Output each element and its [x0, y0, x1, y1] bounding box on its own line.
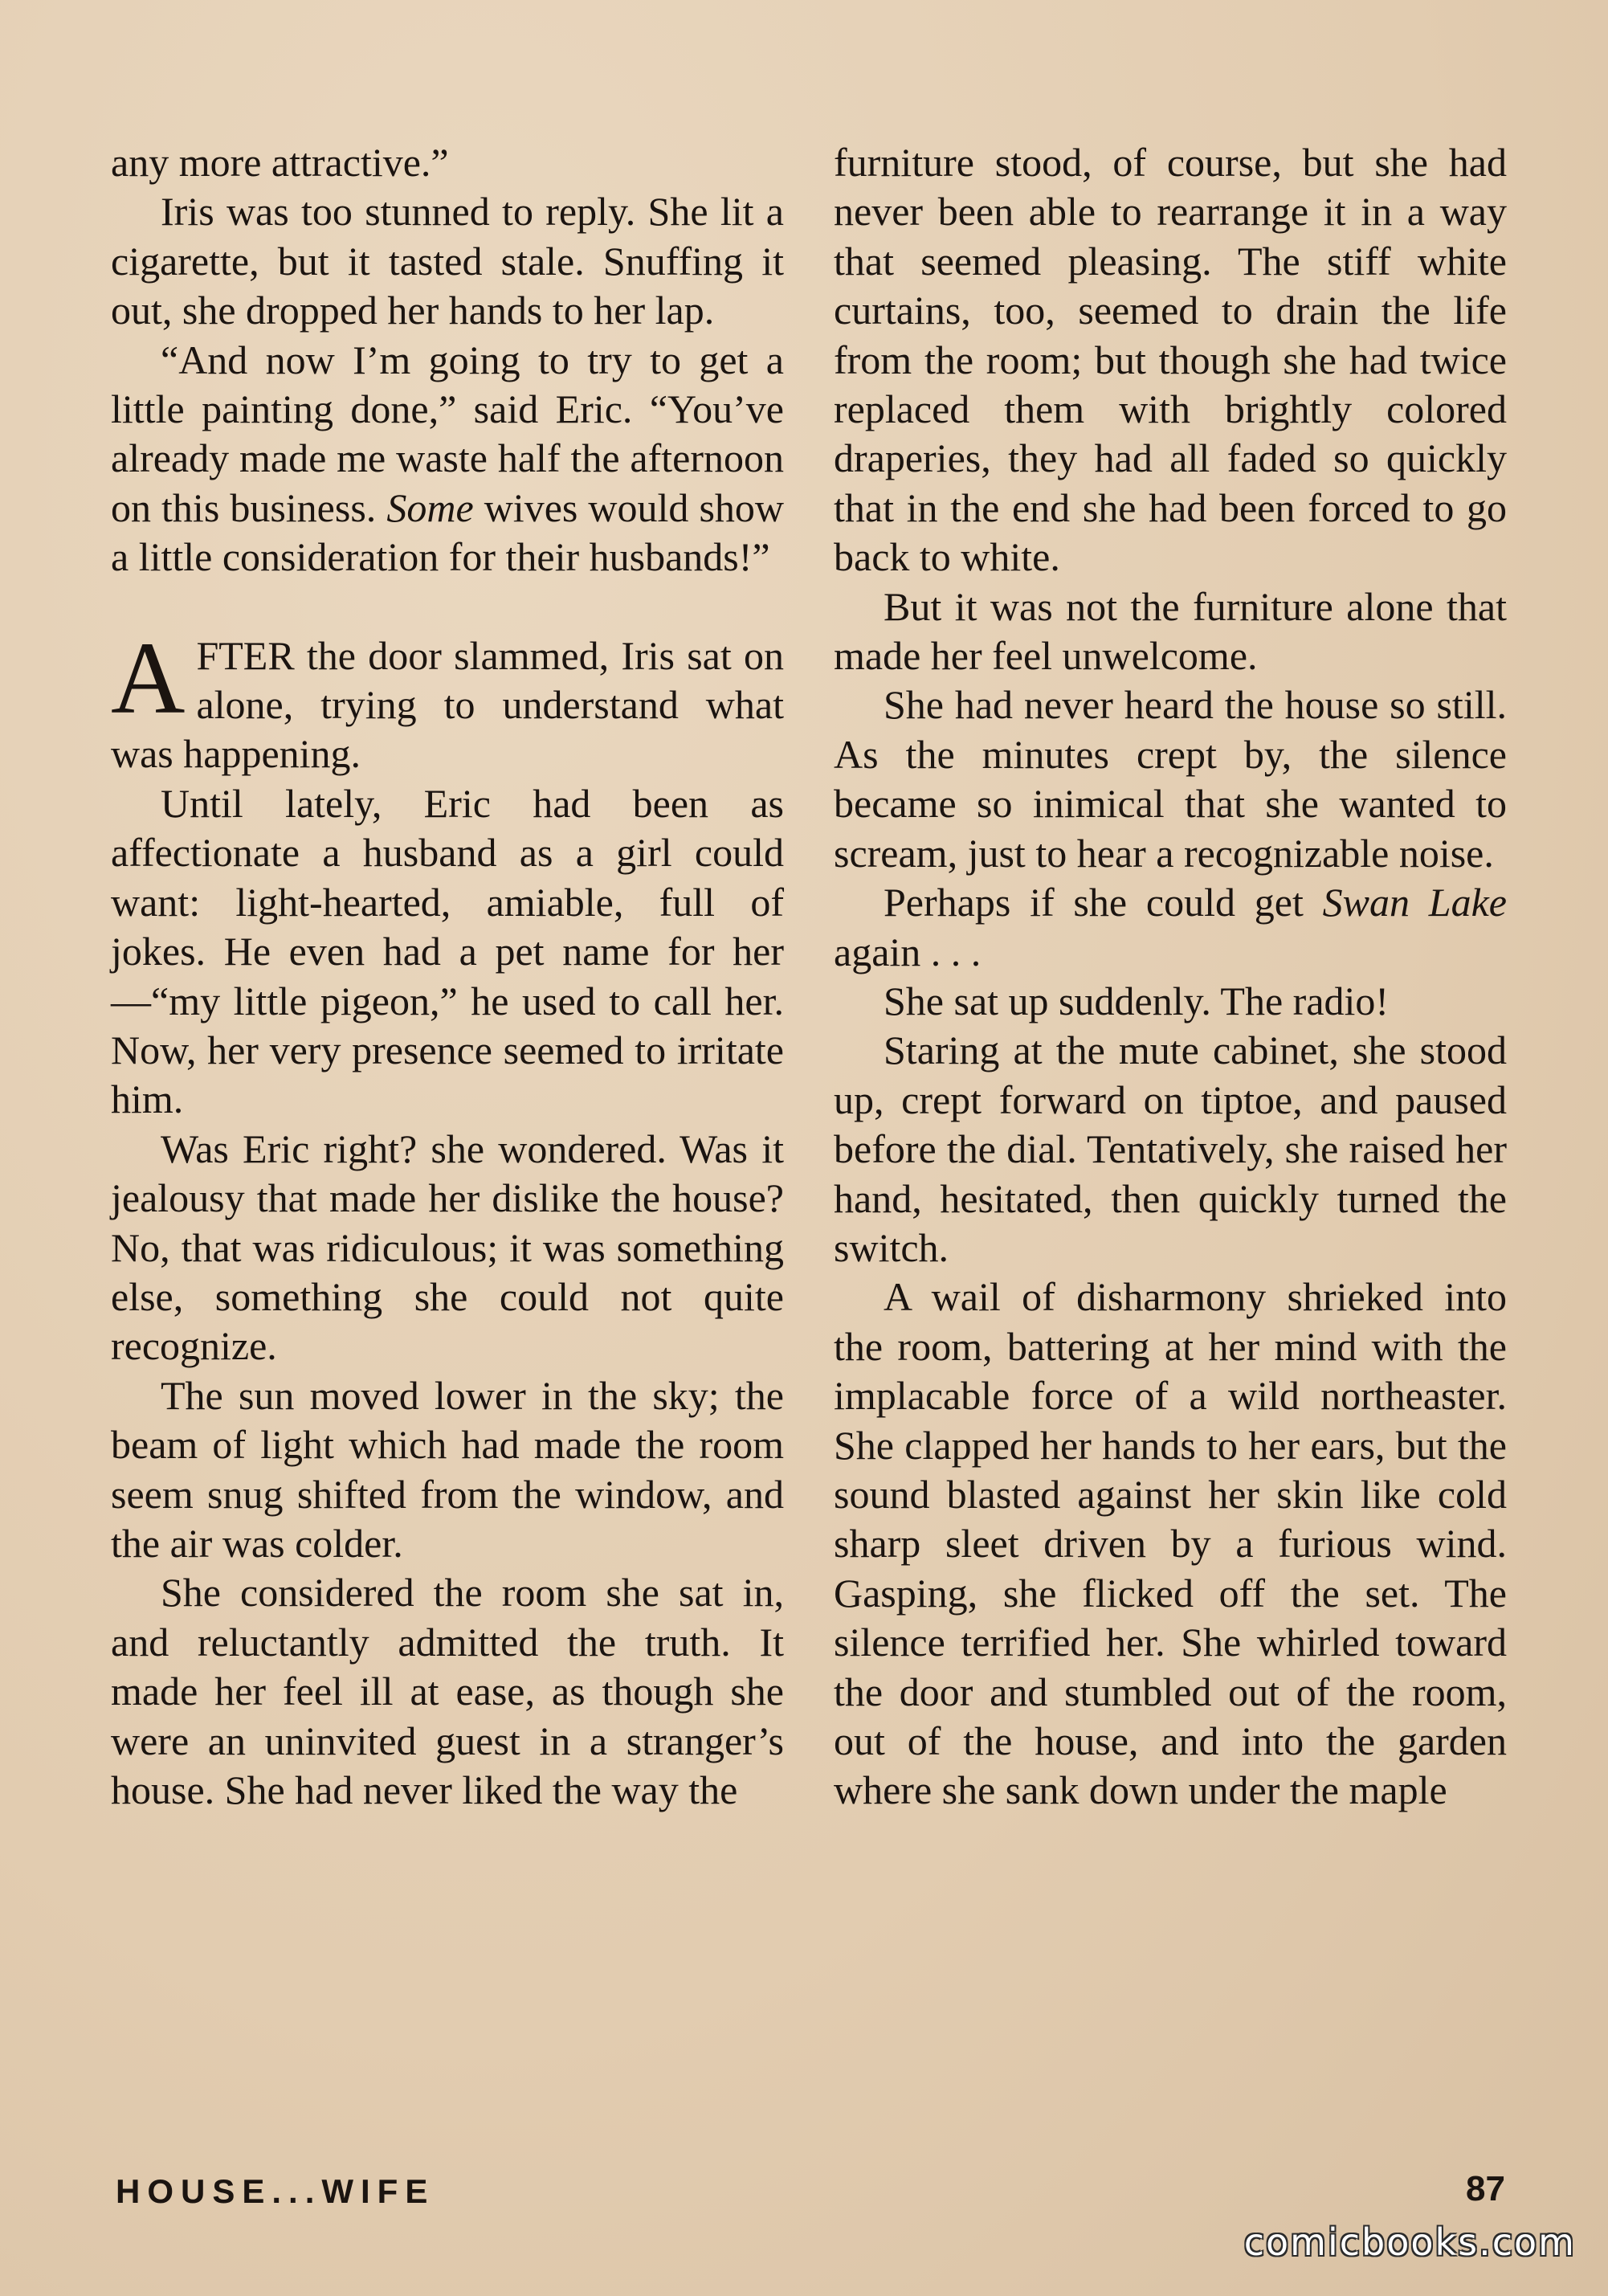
page-number: 87 — [1466, 2169, 1505, 2208]
paragraph — [834, 878, 1507, 977]
left-column — [111, 138, 784, 1815]
paragraph: She considered the room she sat in, and reluctantly admitted the truth. It made her feel ill at ease, as though she were an uninvited guest in a stranger’s house. She had never liked the way the — [111, 1570, 784, 1812]
running-title: HOUSE...WIFE — [116, 2172, 435, 2210]
paragraph: Iris was too stunned to reply. She lit a cigarette, but it tasted stale. Snuffing it out, she dropped her hands to her lap. — [111, 189, 784, 333]
paragraph: A wail of disharmony shrieked into the room, battering at her mind with the implacable force of a wild northeaster. She clapped her hands to her ears, but the sound blasted against her skin like cold sharp sleet driven by a furious wind. Gasping, she flicked off the set. The silence terrified her. She whirled toward the door and stumbled out of the room, out of the house, and into the garden where she sank down under the maple — [834, 1274, 1507, 1813]
paragraph-text: again . . . — [834, 929, 982, 974]
paragraph-text: “And now I’m going to try to get a little painting done,” said Eric. “You’ve already made me waste half the afternoon on this business. — [111, 337, 784, 530]
paragraph: furniture stood, of course, but she had never been able to rearrange it in a way that seemed pleasing. The stiff white curtains, too, seemed to drain the life from the room; but though she had twice replaced them with brightly colored draperies, they had all faded so quickly that in the end she had been forced to go back to white. — [834, 140, 1507, 580]
paragraph: But it was not the furniture alone that made her feel unwelcome. — [834, 583, 1507, 679]
paragraph: The sun moved lower in the sky; the beam of light which had made the room seem snug shifted from the window, and the air was colder. — [111, 1372, 784, 1566]
paragraph-text: FTER the door slammed, Iris sat on alone, trying to understand what was happening. — [111, 632, 784, 777]
right-column — [834, 138, 1507, 1816]
watermark: comicbooks.com — [1243, 2220, 1576, 2264]
paragraph: She sat up suddenly. The radio! — [884, 978, 1390, 1023]
paragraph: any more attractive.” — [111, 140, 449, 185]
emphasis-text: Swan Lake — [1322, 880, 1507, 925]
drop-cap: A — [111, 620, 186, 735]
paragraph: Staring at the mute cabinet, she stood up, crept forward on tiptoe, and paused before the dial. Tentatively, she raised her hand, hesitated, then quickly turned the switch. — [834, 1027, 1507, 1270]
emphasis-text: Some — [386, 484, 474, 530]
paragraph-text: wives would show a little consideration for their husbands!” — [111, 484, 785, 580]
paragraph-text: Perhaps if she could get — [884, 880, 1304, 925]
paragraph: Until lately, Eric had been as affectionate a husband as a girl could want: light-hearted, amiable, full of jokes. He even had a pet name for her—“my little pigeon,” he used to call her. Now, her very presence seemed to irritate him. — [111, 780, 784, 1122]
paragraph — [111, 336, 784, 582]
section-opening-paragraph — [111, 620, 784, 779]
paragraph: She had never heard the house so still. As the minutes crept by, the silence became so inimical that she wanted to scream, just to hear a recognizable noise. — [834, 682, 1507, 876]
paragraph: Was Eric right? she wondered. Was it jealousy that made her dislike the house? No, that was ridiculous; it was something else, something she could not quite recognize. — [111, 1126, 784, 1369]
